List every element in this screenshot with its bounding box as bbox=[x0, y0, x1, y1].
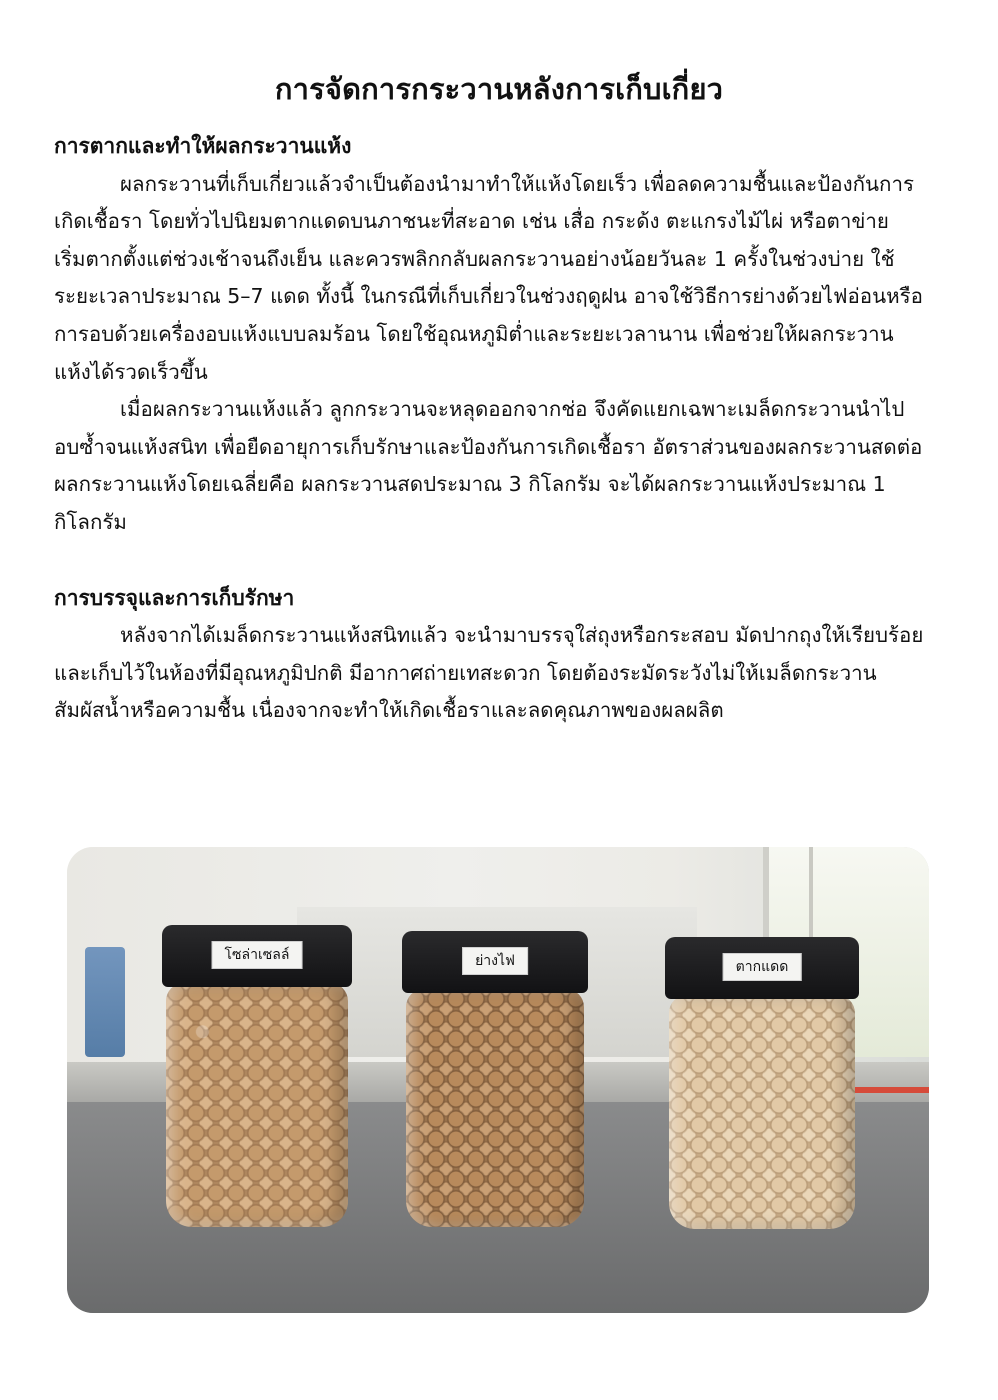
section-heading-drying: การตากและทำให้ผลกระวานแห้ง bbox=[54, 134, 352, 158]
jar-sun-dried bbox=[665, 937, 859, 1229]
paragraph-drying-1: ผลกระวานที่เก็บเกี่ยวแล้วจำเป็นต้องนำมาทำให้แห้งโดยเร็ว เพื่อลดความชื้นและป้องกันการเกิดเชื้อรา โดยทั่วไปนิยมตากแดดบนภาชนะที่สะอาด เช่น เสื่อ กระด้ง ตะแกรงไม้ไผ่ หรือตาข่าย เริ่มตากตั้งแต่ช่วงเช้าจนถึงเย็น และควรพลิกกลับผลกระวานอย่างน้อยวันละ 1 ครั้งในช่วงบ่าย ใช้ระยะเวลาประมาณ 5–7 แดด ทั้งนี้ ในกรณีที่เก็บเกี่ยวในช่วงฤดูฝน อาจใช้วิธีการย่างด้วยไฟอ่อนหรือการอบด้วยเครื่องอบแห้งแบบลมร้อน โดยใช้อุณหภูมิต่ำและระยะเวลานาน เพื่อช่วยให้ผลกระวานแห้งได้รวดเร็วขึ้น bbox=[54, 171, 923, 384]
jar-contents bbox=[166, 983, 348, 1227]
jar-fire-roasted bbox=[402, 931, 588, 1227]
section-spacer bbox=[54, 542, 924, 580]
article-body bbox=[54, 128, 924, 730]
jar-contents bbox=[406, 989, 585, 1227]
jar-solar-cell bbox=[162, 925, 352, 1227]
jar-lid bbox=[665, 937, 859, 999]
section-heading-storage: การบรรจุและการเก็บรักษา bbox=[54, 585, 295, 610]
paragraph-storage-1: หลังจากได้เมล็ดกระวานแห้งสนิทแล้ว จะนำมาบรรจุใส่ถุงหรือกระสอบ มัดปากถุงให้เรียบร้อย และเก็บไว้ในห้องที่มีอุณหภูมิปกติ มีอากาศถ่ายเทสะดวก โดยต้องระมัดระวังไม่ให้เมล็ดกระวานสัมผัสน้ำหรือความชื้น เนื่องจากจะทำให้เกิดเชื้อราและลดคุณภาพของผลผลิต bbox=[54, 623, 924, 723]
jar-lid bbox=[162, 925, 352, 987]
photo-background-cloth bbox=[85, 947, 125, 1057]
page-title: การจัดการกระวานหลังการเก็บเกี่ยว bbox=[274, 72, 724, 106]
paragraph-drying-2: เมื่อผลกระวานแห้งแล้ว ลูกกระวานจะหลุดออกจากช่อ จึงคัดแยกเฉพาะเมล็ดกระวานนำไปอบซ้ำจนแห้งสนิท เพื่อยืดอายุการเก็บรักษาและป้องกันการเกิดเชื้อรา อัตราส่วนของผลกระวานสดต่อผลกระวานแห้งโดยเฉลี่ยคือ ผลกระวานสดประมาณ 3 กิโลกรัม จะได้ผลกระวานแห้งประมาณ 1 กิโลกรัม bbox=[54, 397, 923, 534]
cardamom-jars-photo bbox=[67, 847, 929, 1313]
jar-contents bbox=[669, 995, 855, 1229]
jar-lid bbox=[402, 931, 588, 993]
jar-label: ย่างไฟ bbox=[462, 947, 528, 975]
jar-label: ตากแดด bbox=[723, 953, 802, 981]
jar-label: โซล่าเซลล์ bbox=[212, 941, 303, 969]
